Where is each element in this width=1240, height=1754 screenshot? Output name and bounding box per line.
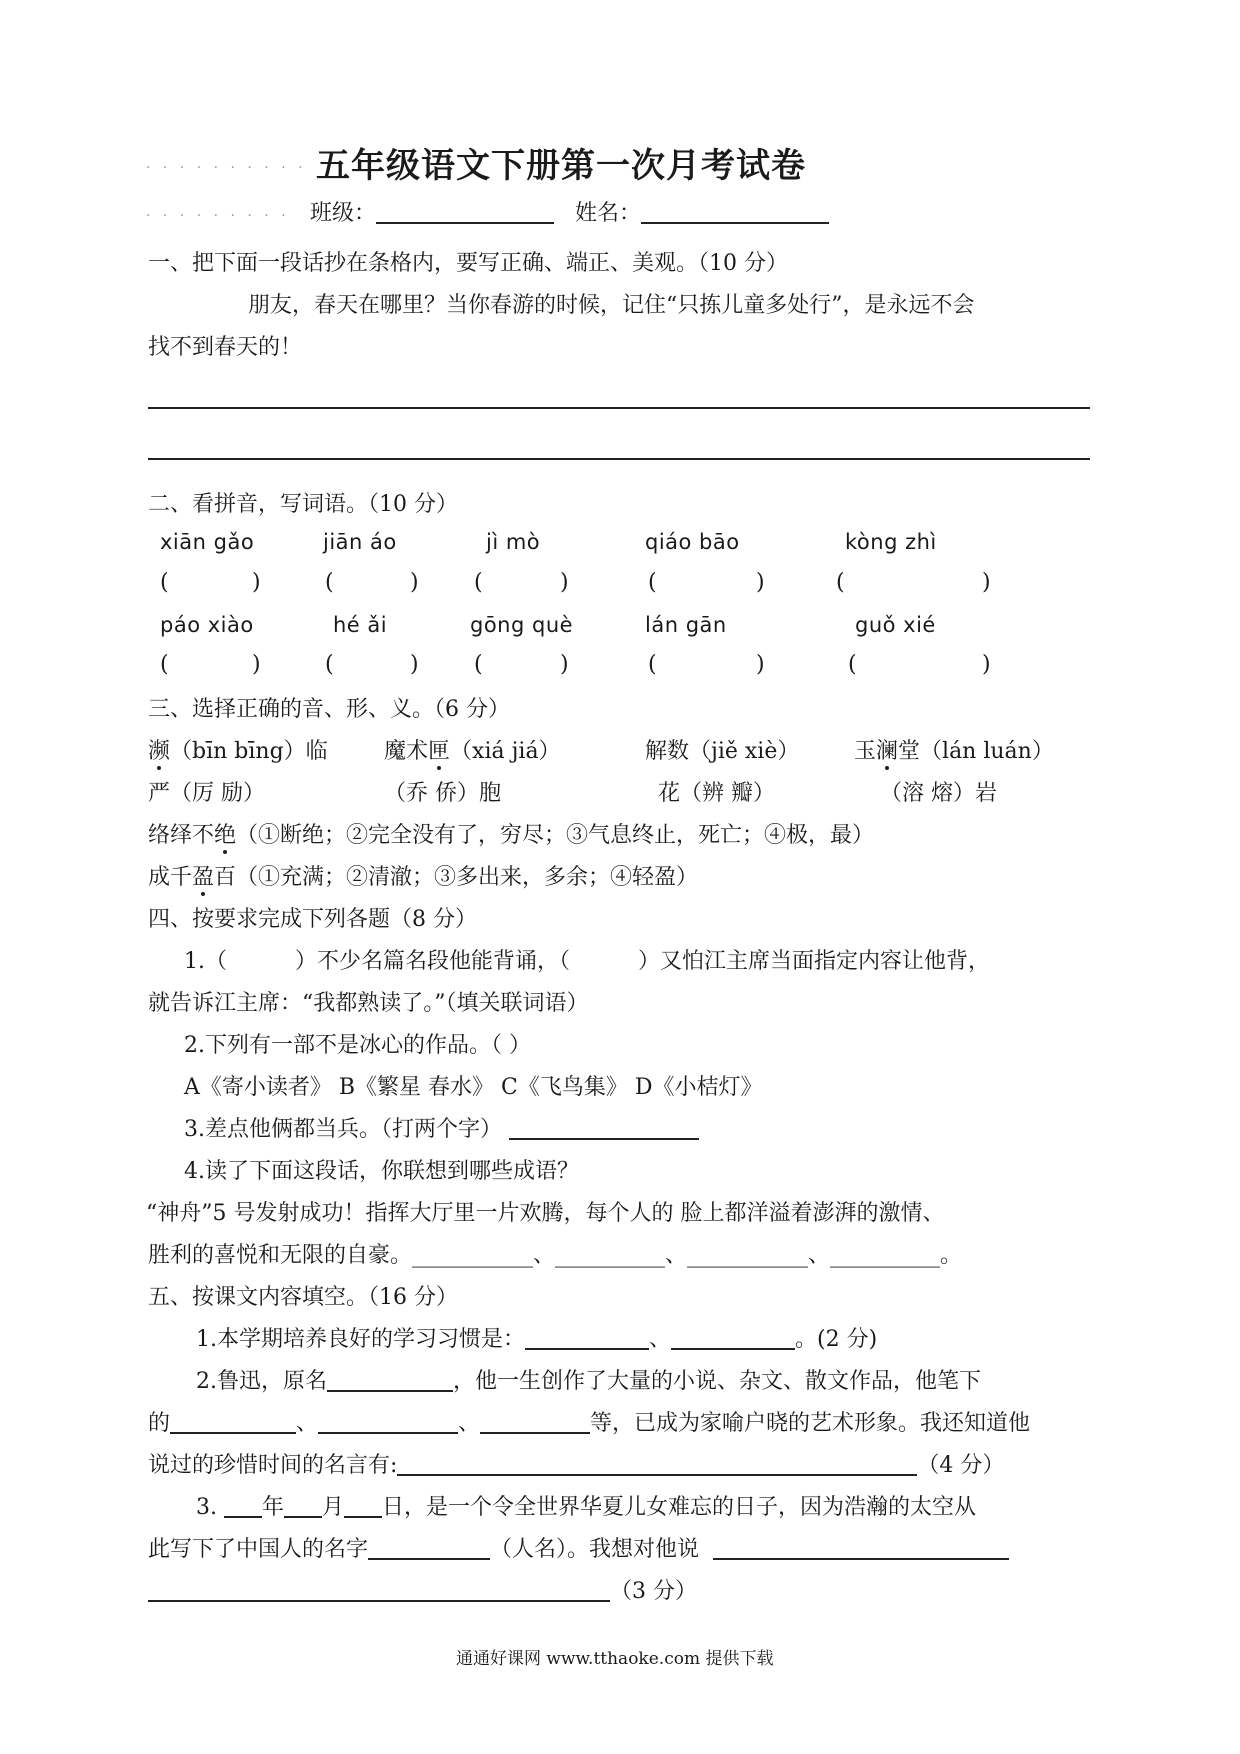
question-text: 胜利的喜悦和无限的自豪。: [148, 1243, 413, 1268]
choice-item: （乔 侨）胞: [384, 781, 501, 806]
choice-item: [384, 734, 561, 765]
question-text: 的: [148, 1411, 171, 1436]
answer-paren-open: (: [648, 570, 657, 595]
question-text: 、: [296, 1411, 319, 1436]
question-text: ）不少名篇名段他能背诵，（: [295, 949, 571, 974]
answer-paren-open: (: [848, 652, 857, 677]
class-field: [310, 196, 829, 227]
section-1-passage-line2: 找不到春天的！: [148, 335, 303, 360]
choice-item: [854, 734, 1054, 765]
question-text: ）又怕江主席当面指定内容让他背，: [638, 949, 991, 974]
question-4-2: 2.下列有一部不是冰心的作品。（ ）: [184, 1033, 531, 1058]
choice-text: 魔术: [384, 739, 429, 764]
answer-blank[interactable]: [224, 1492, 262, 1518]
choice-text: 堂（lán luán）: [898, 739, 1054, 764]
answer-blank[interactable]: [327, 1366, 453, 1392]
question-5-1: [196, 1322, 877, 1353]
answer-paren-open: (: [474, 570, 483, 595]
question-text: 月: [322, 1495, 345, 1520]
margin-dots: · · · · · · · · · ·: [146, 160, 307, 176]
answer-paren-close: ): [410, 652, 419, 677]
answer-paren-close: ): [756, 652, 765, 677]
answer-paren-close: ): [560, 570, 569, 595]
answer-paren-open: (: [325, 570, 334, 595]
answer-blank[interactable]: [713, 1534, 1009, 1560]
choice-item: [148, 860, 698, 891]
choice-text: 络绎不: [148, 823, 215, 848]
choice-text: （①断绝；②完全没有了，穷尽；③气息终止，死亡；④极，最）: [236, 823, 875, 848]
question-4-2-options: A《寄小读者》 B《繁星 春水》 C《飞鸟集》 D《小桔灯》: [184, 1075, 763, 1100]
section-1-passage-line1: 朋友，春天在哪里？当你春游的时候，记住“只拣儿童多处行”，是永远不会: [248, 293, 975, 318]
question-text: 、: [649, 1327, 672, 1352]
answer-paren-close: ): [982, 570, 991, 595]
question-4-4: 4.读了下面这段话，你联想到哪些成语？: [184, 1159, 579, 1184]
question-text: 年: [262, 1495, 285, 1520]
passage-text: “神舟”5 号发射成功！指挥大厅里一片欢腾，每个人的 脸上都洋溢着澎湃的激情、: [146, 1201, 945, 1226]
answer-blank[interactable]: [148, 1576, 610, 1602]
section-2-heading: 二、看拼音，写词语。（10 分）: [148, 492, 458, 517]
answer-paren-open: (: [325, 652, 334, 677]
question-text: 、: [458, 1411, 481, 1436]
answer-paren-close: ): [756, 570, 765, 595]
exam-title: 五年级语文下册第一次月考试卷: [316, 146, 806, 186]
question-5-3: [196, 1490, 976, 1521]
answer-paren-open: (: [160, 570, 169, 595]
question-5-3-cont: [148, 1532, 1009, 1563]
margin-dots: · · · · · · · · ·: [146, 208, 290, 224]
answer-paren-open: (: [160, 652, 169, 677]
pinyin-item: hé ǎi: [333, 613, 388, 637]
pinyin-item: jiān áo: [323, 530, 397, 554]
question-4-1-cont: 就告诉江主席：“我都熟读了。”（填关联词语）: [148, 991, 589, 1016]
choice-text: 成千: [148, 865, 193, 890]
choice-item: 严（厉 励）: [148, 781, 265, 806]
question-text: 1.本学期培养良好的学习习惯是：: [196, 1327, 525, 1352]
answer-blank[interactable]: [509, 1114, 699, 1140]
question-text: 此写下了中国人的名字: [148, 1537, 369, 1562]
question-text: 说过的珍惜时间的名言有:: [148, 1453, 398, 1478]
copy-line-1[interactable]: [148, 407, 1090, 409]
question-5-3-end: [148, 1574, 697, 1605]
pinyin-item: kòng zhì: [845, 530, 937, 554]
pinyin-item: gōng què: [470, 613, 574, 637]
answer-blank[interactable]: [525, 1324, 649, 1350]
section-4-heading: 四、按要求完成下列各题（8 分）: [148, 907, 477, 932]
question-5-2: [196, 1364, 981, 1395]
question-text: 1.（: [184, 949, 227, 974]
answer-blank[interactable]: [397, 1450, 917, 1476]
question-text: 2.鲁迅，原名: [196, 1369, 327, 1394]
question-text: （4 分）: [917, 1453, 1005, 1478]
idiom-blanks[interactable]: ___________、__________、___________、__________。: [412, 1243, 963, 1268]
answer-paren-open: (: [474, 652, 483, 677]
question-text: （人名）。我想对他说: [490, 1537, 700, 1562]
pinyin-item: jì mò: [486, 530, 541, 554]
emphasis-char: 匣: [428, 734, 450, 765]
emphasis-char: 澜: [876, 734, 898, 765]
answer-paren-close: ): [252, 570, 261, 595]
choice-text: （bīn bīng）临: [170, 739, 328, 764]
question-text: （3 分）: [610, 1579, 697, 1604]
answer-blank[interactable]: [671, 1324, 795, 1350]
copy-line-2[interactable]: [148, 458, 1090, 460]
question-text: 日，是一个令全世界华夏儿女难忘的日子，因为浩瀚的太空从: [382, 1495, 977, 1520]
pinyin-item: qiáo bāo: [645, 530, 740, 554]
section-5-heading: 五、按课文内容填空。（16 分）: [148, 1285, 458, 1310]
question-text: 等，已成为家喻户晓的艺术形象。我还知道他: [590, 1411, 1031, 1436]
choice-item: [148, 734, 328, 765]
section-1-heading: 一、把下面一段话抄在条格内，要写正确、端正、美观。（10 分）: [148, 251, 788, 276]
passage-text: [148, 1238, 962, 1269]
answer-paren-close: ): [410, 570, 419, 595]
choice-text: （①充满；②清澈；③多出来，多余；④轻盈）: [236, 865, 699, 890]
answer-blank[interactable]: [480, 1408, 590, 1434]
question-text: ，他一生创作了大量的小说、杂文、散文作品，他笔下: [453, 1369, 982, 1394]
class-blank[interactable]: [376, 198, 554, 224]
pinyin-item: xiān gǎo: [160, 530, 255, 554]
answer-paren-open: (: [836, 570, 845, 595]
choice-item: [148, 818, 874, 849]
choice-item: 解数（jiě xiè）: [645, 739, 800, 764]
question-text: 3.: [196, 1495, 217, 1520]
answer-paren-open: (: [648, 652, 657, 677]
name-label: 姓名：: [575, 201, 642, 226]
answer-paren-close: ): [252, 652, 261, 677]
choice-text: （xiá jiá）: [450, 739, 561, 764]
pinyin-item: páo xiào: [160, 613, 254, 637]
answer-paren-close: ): [560, 652, 569, 677]
emphasis-char: 濒: [148, 734, 170, 765]
choice-item: 花（辨 瓣）: [658, 781, 775, 806]
answer-blank[interactable]: [344, 1492, 382, 1518]
choice-text: 玉: [854, 739, 877, 764]
answer-blank[interactable]: [368, 1534, 490, 1560]
question-5-2-cont: [148, 1406, 1030, 1437]
emphasis-char: 绝: [214, 818, 236, 849]
name-blank[interactable]: [641, 198, 829, 224]
answer-blank[interactable]: [170, 1408, 296, 1434]
pinyin-item: lán gān: [645, 613, 727, 637]
choice-item: （溶 熔）岩: [880, 781, 997, 806]
answer-paren-close: ): [982, 652, 991, 677]
question-4-3: [184, 1112, 699, 1143]
pinyin-item: guǒ xié: [855, 613, 936, 637]
question-text: 3.差点他俩都当兵。（打两个字）: [184, 1117, 502, 1142]
answer-blank[interactable]: [284, 1492, 322, 1518]
question-5-2-quote: [148, 1448, 1004, 1479]
section-3-heading: 三、选择正确的音、形、义。（6 分）: [148, 697, 510, 722]
class-label: 班级：: [310, 201, 377, 226]
question-4-1: [184, 944, 990, 975]
footer-credit: 通通好课网 www.tthaoke.com 提供下载: [456, 1649, 774, 1669]
choice-text: 百: [214, 865, 237, 890]
question-text: 。(2 分): [795, 1327, 878, 1352]
answer-blank[interactable]: [318, 1408, 458, 1434]
emphasis-char: 盈: [192, 860, 214, 891]
